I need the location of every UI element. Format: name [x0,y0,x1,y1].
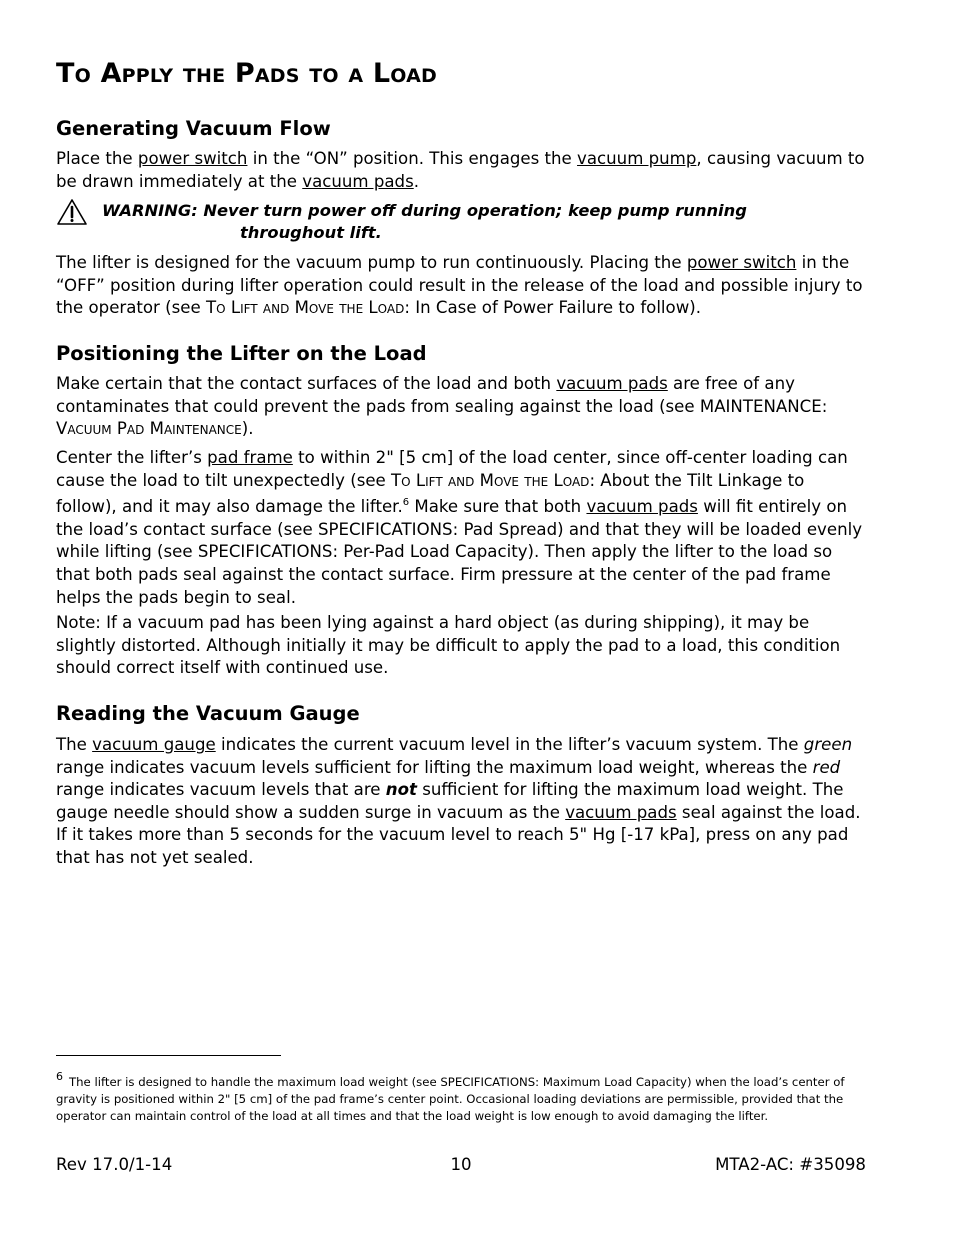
term-vacuum-gauge: vacuum gauge [92,735,216,754]
term-vacuum-pads: vacuum pads [302,171,414,191]
term-vacuum-pump: vacuum pump [577,149,697,168]
term-pad-frame: pad frame [207,448,293,467]
paragraph-positioning-1: Make certain that the contact surfaces of the load and both vacuum pads are free of any contaminates that could prevent the pads from sealing against the load (see MAINTENANCE: Vacuum Pad Maintenance). [56,374,828,439]
heading-reading-gauge: Reading the Vacuum Gauge [56,702,360,725]
term-power-switch: power switch [686,253,797,272]
section-ref-lift-move: To Lift and Move the Load [391,470,590,490]
footnote-text: The lifter is designed to handle the maximum load weight (see SPECIFICATIONS: Maximum Load Capacity) when the load’s center of gravity is positioned within 2" [5 cm] of the pad frame’s center point. Occasional loading deviations are permissible, provided that the operator can maintain control of the load at all times and that the load weight is low enough to avoid damaging the lifter. [56,1075,845,1123]
page-footer [56,1155,866,1179]
paragraph-generating-1: Place the power switch in the “ON” position. This engages the vacuum pump, causing vacuum to be drawn immediately at the vacuum pads. [56,149,865,191]
section-ref-vacuum-pad-maintenance: Vacuum Pad Maintenance [56,419,242,439]
term-vacuum-pads: vacuum pads [565,802,677,822]
footer-page-number: 10 [450,1155,472,1174]
paragraph-reading-1: The vacuum gauge indicates the current vacuum level in the lifter’s vacuum system. The green range indicates vacuum levels sufficient for lifting the maximum load weight, whereas the red range indicates vacuum levels that are not sufficient for lifting the maximum load weight. The gauge needle should show a sudden surge in vacuum as the vacuum pads seal against the load. If it takes more than 5 seconds for the vacuum level to reach 5" Hg [-17 kPa], press on any pad that has not yet sealed. [56,735,861,867]
paragraph-positioning-note: Note: If a vacuum pad has been lying against a hard object (as during shipping), it may be slightly distorted. Although initially it may be difficult to apply the pad to a load, this condition should correct itself with continued use. [56,613,841,678]
paragraph-positioning-2: Center the lifter’s pad frame to within 2" [5 cm] of the load center, since off-center loading can cause the load to tilt unexpectedly (see To Lift and Move the Load: About the Tilt Linkage to follow), and it may also damage the lifter.$^6$ Make sure that both vacuum pads will fit entirely on the load’s contact surface (see SPECIFICATIONS: Pad Spread) and that they will be loaded evenly while lifting (see SPECIFICATIONS: Per-Pad Load Capacity). Then apply the lifter to the load so that both pads seal against the contact surface. Firm pressure at the center of the pad frame helps the pads begin to seal. [56,448,863,607]
section-ref-lift-move: To Lift and Move the Load [205,298,405,318]
term-not: not [385,780,417,800]
warning-triangle-icon [56,198,88,226]
footnote [56,1068,868,1125]
footnote-ref[interactable]: 6 [402,497,410,509]
heading-generating-vacuum-flow: Generating Vacuum Flow [56,117,331,140]
footnote-separator [56,1055,281,1056]
page-title: To Apply the Pads to a Load [56,58,437,89]
term-vacuum-pads: vacuum pads [556,374,668,393]
footer-document-id: MTA2-AC: #35098 [715,1155,866,1174]
footnote-mark: 6 [56,1070,63,1083]
term-power-switch: power switch [137,149,248,168]
heading-positioning-lifter: Positioning the Lifter on the Load [56,342,427,365]
warning-callout [56,198,868,246]
warning-text: WARNING: Never turn power off during operation; keep pump running throughout lift. [102,201,747,242]
term-green: green [803,735,853,754]
footer-revision: Rev 17.0/1-14 [56,1155,173,1174]
paragraph-generating-2: The lifter is designed for the vacuum pump to run continuously. Placing the power switch in the “OFF” position during lifter operation could result in the release of the load and possible injury to the operator (see To Lift and Move the Load: In Case of Power Failure to follow). [56,253,863,318]
term-red: red [812,757,841,777]
term-vacuum-pads: vacuum pads [586,497,698,517]
